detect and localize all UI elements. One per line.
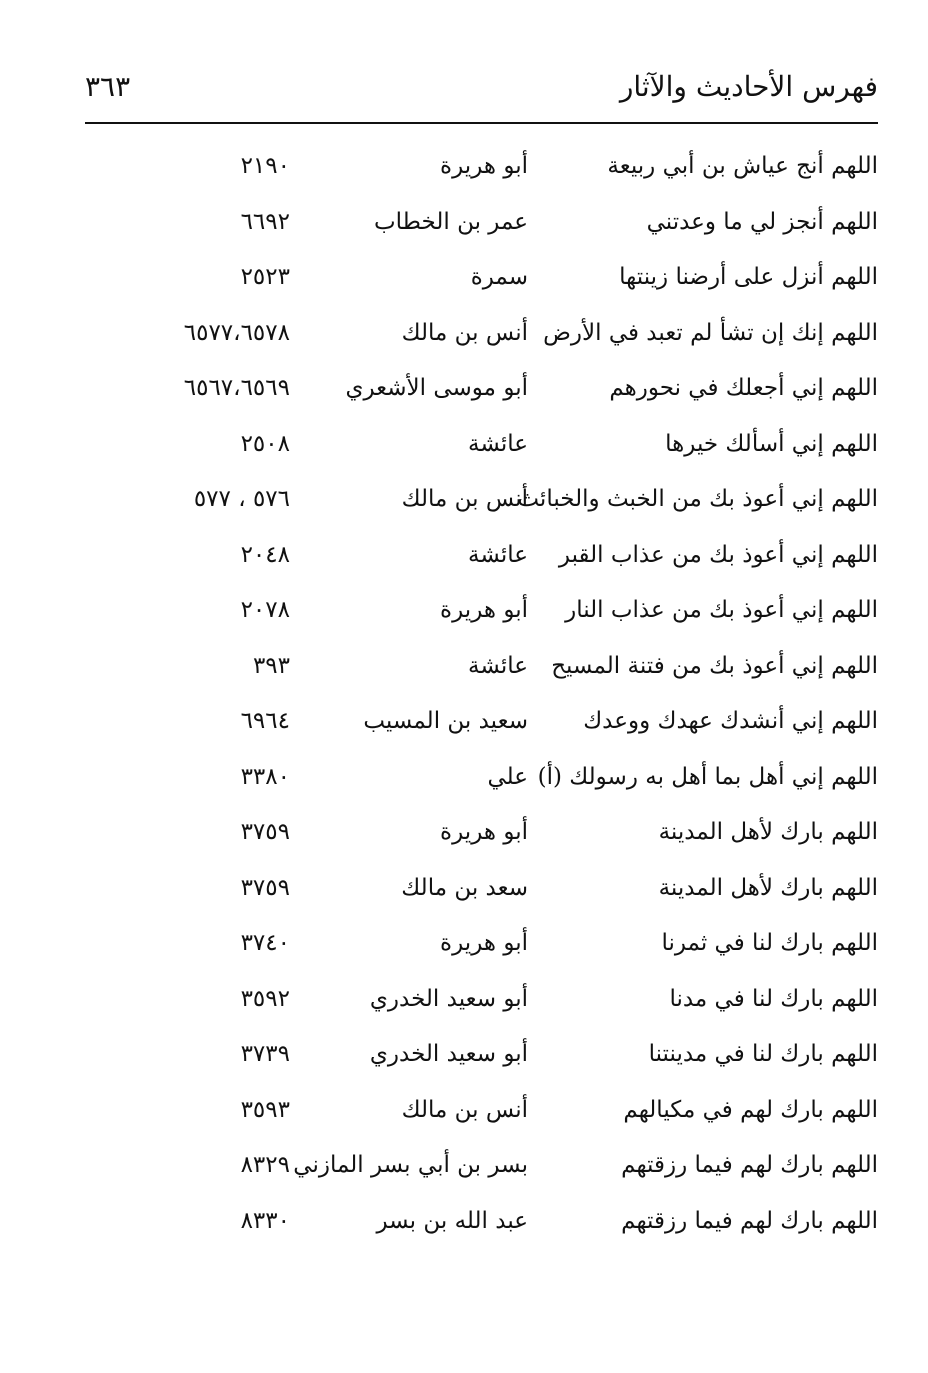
hadith-number: ٣٧٥٩ bbox=[240, 874, 290, 901]
hadith-number: ٢١٩٠ bbox=[240, 153, 290, 179]
hadith-number: ٢٠٤٨ bbox=[240, 541, 290, 568]
hadith-number: ٣٣٨٠ bbox=[240, 763, 290, 790]
narrator: أنس بن مالك bbox=[401, 319, 528, 346]
narrator: سعد بن مالك bbox=[401, 874, 528, 901]
hadith-text: اللهم بارك لهم فيما رزقتهم bbox=[621, 1207, 878, 1234]
index-row bbox=[0, 476, 928, 532]
narrator: سعيد بن المسيب bbox=[363, 708, 528, 734]
hadith-text: اللهم إنك إن تشأ لم تعبد في الأرض bbox=[543, 319, 878, 346]
narrator: عائشة bbox=[468, 430, 528, 457]
hadith-number: ٨٣٢٩ bbox=[240, 1152, 290, 1178]
hadith-number: ٢٥٢٣ bbox=[240, 264, 290, 290]
hadith-text: اللهم أنج عياش بن أبي ربيعة bbox=[607, 153, 878, 179]
hadith-number: ٥٧٦ ، ٥٧٧ bbox=[193, 486, 290, 512]
hadith-text: اللهم أنجز لي ما وعدتني bbox=[646, 208, 878, 235]
page-header bbox=[85, 70, 878, 118]
hadith-text: اللهم بارك لهم في مكيالهم bbox=[623, 1096, 878, 1123]
narrator: أبو هريرة bbox=[440, 597, 528, 623]
hadith-number: ٣٩٣ bbox=[252, 652, 290, 679]
index-row bbox=[0, 1142, 928, 1198]
index-row bbox=[0, 143, 928, 199]
index-row bbox=[0, 532, 928, 588]
hadith-text: اللهم بارك لأهل المدينة bbox=[658, 874, 878, 901]
narrator: بسر بن أبي بسر المازني bbox=[293, 1152, 528, 1178]
hadith-text: اللهم إني أجعلك في نحورهم bbox=[609, 375, 878, 401]
index-row bbox=[0, 1087, 928, 1143]
hadith-number: ٣٧٥٩ bbox=[240, 819, 290, 845]
hadith-number: ٢٥٠٨ bbox=[240, 430, 290, 457]
page-number: ٣٦٣ bbox=[85, 70, 131, 103]
narrator: أبو سعيد الخدري bbox=[369, 1041, 528, 1067]
hadith-text: اللهم بارك لنا في ثمرنا bbox=[661, 930, 878, 956]
hadith-text: اللهم إني أنشدك عهدك ووعدك bbox=[583, 708, 878, 734]
index-row bbox=[0, 587, 928, 643]
index-row bbox=[0, 310, 928, 366]
hadith-number: ٨٣٣٠ bbox=[240, 1207, 290, 1234]
hadith-text: اللهم إني أسألك خيرها bbox=[665, 430, 878, 457]
index-row bbox=[0, 698, 928, 754]
hadith-text: اللهم إني أعوذ بك من الخبث والخبائث bbox=[517, 486, 878, 512]
index-row bbox=[0, 1031, 928, 1087]
index-row bbox=[0, 809, 928, 865]
narrator: أبو هريرة bbox=[440, 819, 528, 845]
index-row bbox=[0, 976, 928, 1032]
hadith-number: ٦٥٧٧،٦٥٧٨ bbox=[183, 319, 290, 346]
index-row bbox=[0, 1198, 928, 1254]
hadith-text: اللهم بارك لهم فيما رزقتهم bbox=[621, 1152, 878, 1178]
narrator: أنس بن مالك bbox=[401, 486, 528, 512]
hadith-text: اللهم إني أعوذ بك من فتنة المسيح bbox=[551, 652, 878, 679]
hadith-number: ٣٧٣٩ bbox=[240, 1041, 290, 1067]
hadith-text: اللهم إني أعوذ بك من عذاب النار bbox=[565, 597, 878, 623]
narrator: عمر بن الخطاب bbox=[373, 208, 528, 235]
hadith-number: ٣٧٤٠ bbox=[240, 930, 290, 956]
index-row bbox=[0, 754, 928, 810]
hadith-number: ٣٥٩٣ bbox=[240, 1096, 290, 1123]
hadith-text: اللهم بارك لأهل المدينة bbox=[658, 819, 878, 845]
narrator: أبو هريرة bbox=[440, 153, 528, 179]
hadith-text: اللهم بارك لنا في مدنا bbox=[669, 985, 878, 1012]
narrator: أنس بن مالك bbox=[401, 1096, 528, 1123]
narrator: أبو سعيد الخدري bbox=[369, 985, 528, 1012]
narrator: عائشة bbox=[468, 541, 528, 568]
narrator: أبو هريرة bbox=[440, 930, 528, 956]
hadith-number: ٢٠٧٨ bbox=[240, 597, 290, 623]
index-row bbox=[0, 199, 928, 255]
hadith-text: اللهم أنزل على أرضنا زينتها bbox=[619, 264, 878, 290]
index-row bbox=[0, 421, 928, 477]
hadith-number: ٦٦٩٢ bbox=[240, 208, 290, 235]
hadith-text: اللهم بارك لنا في مدينتنا bbox=[648, 1041, 878, 1067]
narrator: علي bbox=[487, 763, 528, 790]
hadith-number: ٣٥٩٢ bbox=[240, 985, 290, 1012]
hadith-text: اللهم إني أهل بما أهل به رسولك (أ) bbox=[537, 763, 878, 790]
narrator: عبد الله بن بسر bbox=[376, 1207, 528, 1234]
index-row bbox=[0, 865, 928, 921]
hadith-number: ٦٥٦٧،٦٥٦٩ bbox=[183, 375, 290, 401]
index-row bbox=[0, 254, 928, 310]
narrator: أبو موسى الأشعري bbox=[345, 375, 528, 401]
index-row bbox=[0, 920, 928, 976]
index-row bbox=[0, 365, 928, 421]
header-divider bbox=[85, 122, 878, 124]
index-row bbox=[0, 643, 928, 699]
narrator: عائشة bbox=[468, 652, 528, 679]
hadith-number: ٦٩٦٤ bbox=[240, 708, 290, 734]
narrator: سمرة bbox=[470, 264, 528, 290]
page-title: فهرس الأحاديث والآثار bbox=[619, 70, 878, 103]
hadith-index-list bbox=[0, 143, 928, 1253]
hadith-text: اللهم إني أعوذ بك من عذاب القبر bbox=[558, 541, 878, 568]
